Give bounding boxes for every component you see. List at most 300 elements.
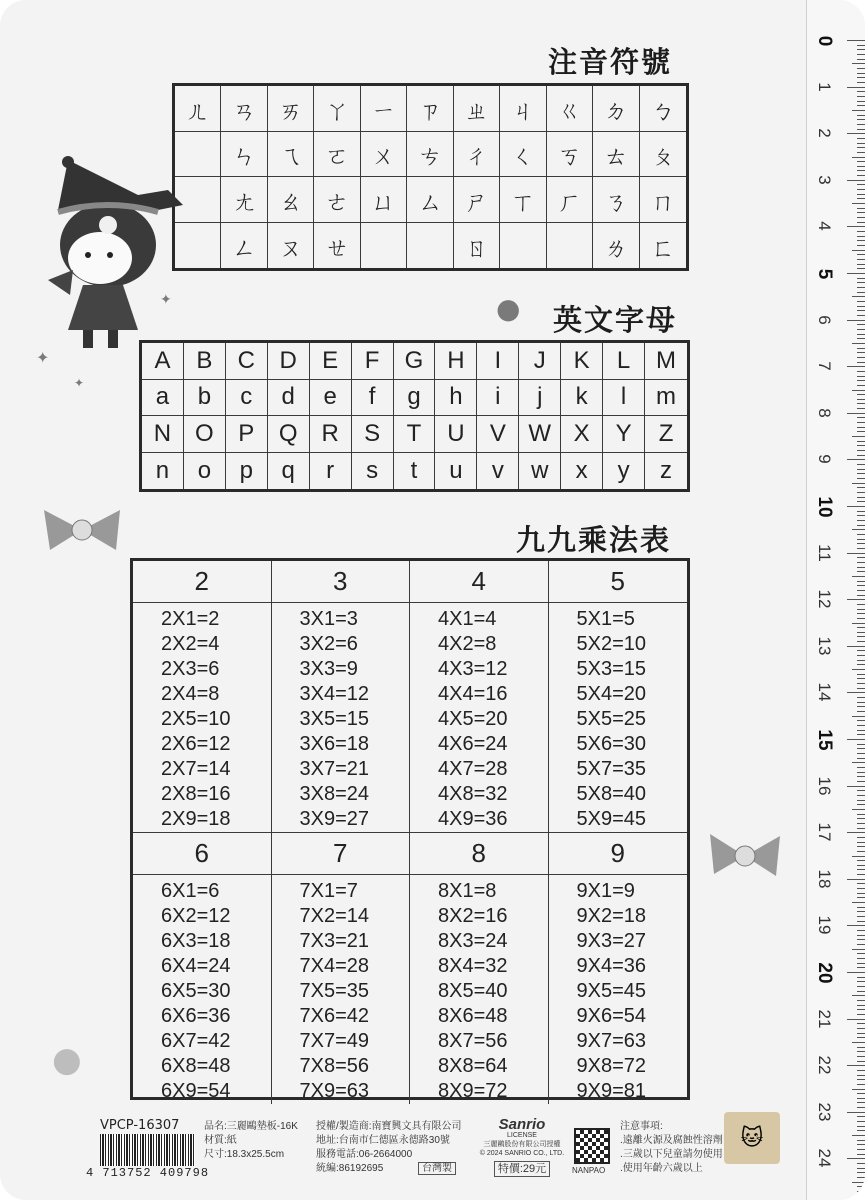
ruler-tick [857, 814, 865, 815]
ruler-tick [857, 725, 865, 726]
equation: 7X3=21 [299, 930, 370, 952]
ruler-tick [857, 674, 865, 675]
ruler-tick [857, 254, 865, 255]
ruler-tick [847, 180, 865, 181]
zhuyin-cell: ㄟ [268, 132, 314, 178]
zhuyin-cell: ㄙ [407, 177, 453, 223]
ruler-tick [857, 907, 865, 908]
sparkle-icon: ✦ [160, 292, 172, 308]
equation: 4X7=28 [438, 758, 508, 780]
letter-cell: K [561, 343, 603, 380]
ruler-tick [857, 897, 865, 898]
bow-icon [706, 826, 784, 888]
ruler-tick [857, 604, 865, 605]
ruler-tick [857, 385, 865, 386]
letter-cell: H [435, 343, 477, 380]
letter-cell: A [142, 343, 184, 380]
ruler-tick [857, 362, 865, 363]
ruler-tick [857, 734, 865, 735]
brand-line2: © 2024 SANRIO CO., LTD. [479, 1150, 565, 1157]
table-header: 7 [272, 833, 411, 875]
ruler-tick [857, 278, 865, 279]
maker-logo: NANPAO [572, 1166, 606, 1175]
ruler-tick [857, 758, 865, 759]
letter-cell: D [268, 343, 310, 380]
ruler-label: 11 [815, 543, 834, 562]
ruler-tick [857, 683, 865, 684]
ruler-tick [857, 371, 865, 372]
equation: 8X6=48 [438, 1005, 508, 1027]
phone: 服務電話:06-2664000 [316, 1149, 413, 1160]
ruler-tick [857, 1009, 865, 1010]
ruler-tick [847, 739, 865, 740]
equation: 2X2=4 [161, 633, 220, 655]
equation: 4X8=32 [438, 783, 508, 805]
multiplication-column [272, 603, 411, 833]
letter-cell: V [477, 416, 519, 453]
ruler-tick [857, 222, 865, 223]
ruler-tick [857, 641, 865, 642]
equation: 8X1=8 [438, 880, 497, 902]
ruler-tick [857, 236, 865, 237]
ruler-tick [847, 320, 865, 321]
ruler-tick [857, 744, 865, 745]
ruler-tick [857, 851, 865, 852]
ruler-tick [847, 459, 865, 460]
ruler-tick [857, 115, 865, 116]
ruler-label: 7 [815, 361, 834, 371]
equation: 9X4=36 [576, 955, 647, 977]
multiplication-column [133, 875, 272, 1104]
table-header: 9 [549, 833, 688, 875]
letter-cell: Y [603, 416, 645, 453]
equation: 3X2=6 [299, 633, 358, 655]
ruler-tick [847, 972, 865, 973]
sanrio-license: LICENSE [507, 1132, 537, 1139]
ruler-tick [852, 483, 865, 484]
ruler-tick [857, 571, 865, 572]
ruler-tick [857, 1075, 865, 1076]
letter-cell: c [226, 380, 268, 417]
ruler-tick [852, 63, 865, 64]
made-in-badge: 台灣製 [418, 1162, 456, 1175]
equation: 2X7=14 [161, 758, 231, 780]
table-header: 5 [549, 561, 688, 603]
letter-cell: y [603, 453, 645, 490]
notice-item: .遠離火源及腐蝕性溶劑 [620, 1135, 723, 1146]
price-badge: 特價:29元 [494, 1161, 550, 1177]
ruler-tick [857, 585, 865, 586]
ruler-tick [857, 767, 865, 768]
letter-cell: G [394, 343, 436, 380]
ruler-tick [857, 245, 865, 246]
equation: 6X6=36 [161, 1005, 231, 1027]
multiplication-column [549, 875, 688, 1104]
zhuyin-cell: ㄆ [640, 132, 686, 178]
ruler-tick [857, 445, 865, 446]
letter-cell: w [519, 453, 561, 490]
ruler-tick [857, 874, 865, 875]
ruler-tick [857, 376, 865, 377]
ruler-label: 10 [814, 496, 835, 518]
sanrio-logo: Sanrio [498, 1116, 546, 1133]
zhuyin-cell: ㄏ [547, 177, 593, 223]
ruler-tick [857, 865, 865, 866]
equation: 3X3=9 [299, 658, 358, 680]
ruler-label: 15 [814, 729, 835, 751]
zhuyin-cell [361, 223, 407, 269]
zhuyin-cell: ㄤ [221, 177, 267, 223]
ruler-tick [857, 986, 865, 987]
ruler-label: 5 [814, 268, 835, 280]
letter-cell: U [435, 416, 477, 453]
ruler-label: 1 [815, 81, 834, 92]
ruler-tick [857, 567, 865, 568]
ruler-tick [857, 329, 865, 330]
ruler-tick [847, 133, 865, 134]
ruler-tick [852, 157, 865, 158]
ruler-tick [857, 492, 865, 493]
ruler-tick [852, 390, 865, 391]
ruler-tick [857, 1102, 865, 1103]
ruler-tick [847, 366, 865, 367]
tax-id: 統編:86192695 [316, 1163, 384, 1174]
equation: 7X6=42 [299, 1005, 370, 1027]
ruler-tick [857, 73, 865, 74]
zhuyin-cell: ㄐ [500, 86, 546, 132]
letter-cell: a [142, 380, 184, 417]
ruler-tick [857, 772, 865, 773]
ruler-tick [857, 68, 865, 69]
sparkle-icon: ✦ [74, 376, 85, 390]
ruler-tick [857, 748, 865, 749]
zhuyin-cell: ㄧ [361, 86, 407, 132]
equation: 4X3=12 [438, 658, 508, 680]
ruler-tick [857, 935, 865, 936]
zhuyin-cell: ㄗ [407, 86, 453, 132]
letter-cell: r [310, 453, 352, 490]
zhuyin-table [172, 83, 689, 271]
ruler-tick [847, 40, 865, 41]
ruler-tick [857, 208, 865, 209]
equation: 7X2=14 [299, 905, 370, 927]
letter-cell: Z [645, 416, 687, 453]
table-header: 2 [133, 561, 272, 603]
ruler-tick [857, 478, 865, 479]
ruler-tick [857, 161, 865, 162]
ruler-tick [857, 636, 865, 637]
equation: 2X9=18 [161, 808, 231, 830]
equation: 3X4=12 [299, 683, 370, 705]
ruler-tick [857, 184, 865, 185]
letter-cell: g [394, 380, 436, 417]
ruler-tick [857, 501, 865, 502]
multiplication-column [272, 875, 411, 1104]
zhuyin-cell: ㄛ [314, 132, 360, 178]
hologram-sticker: 🐱 [724, 1112, 780, 1164]
equation: 6X7=42 [161, 1030, 231, 1052]
ruler-tick [857, 334, 865, 335]
ruler-tick [852, 762, 865, 763]
letter-cell: b [184, 380, 226, 417]
ruler-tick [852, 716, 865, 717]
zhuyin-cell: ㄓ [454, 86, 500, 132]
ruler-tick [852, 902, 865, 903]
ruler-tick [857, 893, 865, 894]
ruler-tick [857, 464, 865, 465]
ruler-tick [857, 348, 865, 349]
ruler-tick [857, 119, 865, 120]
equation: 9X3=27 [576, 930, 647, 952]
multiplication-title: 九九乘法表 [516, 523, 672, 557]
equation: 5X9=45 [576, 808, 647, 830]
character-illustration [28, 150, 188, 360]
ruler-label: 14 [815, 682, 834, 702]
ruler-tick [857, 1028, 865, 1029]
zhuyin-cell: ㄘ [407, 132, 453, 178]
ruler-label: 20 [814, 962, 835, 984]
ruler-tick [857, 497, 865, 498]
ruler-tick [857, 301, 865, 302]
notice-item: .使用年齡六歲以上 [620, 1163, 703, 1174]
zhuyin-cell: ㄝ [314, 223, 360, 269]
zhuyin-cell: ㄒ [500, 177, 546, 223]
table-header: 6 [133, 833, 272, 875]
equation: 7X7=49 [299, 1030, 370, 1052]
zhuyin-cell: ㄢ [221, 86, 267, 132]
equation: 7X4=28 [299, 955, 370, 977]
ruler-tick [857, 595, 865, 596]
ruler-tick [857, 520, 865, 521]
ruler-tick [857, 315, 865, 316]
letter-cell: x [561, 453, 603, 490]
ruler-tick [857, 702, 865, 703]
ruler-tick [857, 1098, 865, 1099]
multiplication-column [549, 603, 688, 833]
letter-cell: m [645, 380, 687, 417]
ruler-tick [857, 198, 865, 199]
brand-line1: 三麗鷗股份有限公司授權 [483, 1141, 561, 1148]
alphabet-table [139, 340, 690, 492]
equation: 9X2=18 [576, 905, 647, 927]
ruler-label: 24 [815, 1148, 834, 1168]
ruler-tick [847, 413, 865, 414]
multiplication-table [130, 558, 690, 1100]
equation: 5X5=25 [576, 708, 647, 730]
ruler-tick [857, 632, 865, 633]
ruler-tick [857, 548, 865, 549]
equation: 4X5=20 [438, 708, 508, 730]
ruler-tick [857, 800, 865, 801]
ruler-tick [857, 469, 865, 470]
equation: 6X3=18 [161, 930, 231, 952]
letter-cell: P [226, 416, 268, 453]
ruler-tick [857, 1037, 865, 1038]
ruler-tick [857, 306, 865, 307]
ruler-tick [857, 967, 865, 968]
ruler-tick [852, 529, 865, 530]
letter-cell: n [142, 453, 184, 490]
ruler-tick [857, 939, 865, 940]
equation: 3X9=27 [299, 808, 370, 830]
equation: 8X3=24 [438, 930, 508, 952]
multiplication-column [133, 603, 272, 833]
equation: 9X8=72 [576, 1055, 647, 1077]
ruler-tick [852, 856, 865, 857]
zhuyin-cell: ㄥ [221, 223, 267, 269]
ruler-label: 22 [815, 1055, 834, 1075]
ruler-tick [857, 776, 865, 777]
equation: 8X4=32 [438, 955, 508, 977]
ruler-tick [857, 357, 865, 358]
model-number: VPCP-16307 [100, 1118, 180, 1133]
equation: 7X5=35 [299, 980, 370, 1002]
equation: 8X7=56 [438, 1030, 508, 1052]
letter-cell: C [226, 343, 268, 380]
ruler-tick [857, 991, 865, 992]
ruler-tick [857, 240, 865, 241]
ruler-tick [857, 1014, 865, 1015]
ruler-tick [857, 431, 865, 432]
equation: 6X5=30 [161, 980, 231, 1002]
ruler-tick [852, 995, 865, 996]
letter-cell: v [477, 453, 519, 490]
ruler-tick [857, 688, 865, 689]
ruler-tick [857, 977, 865, 978]
ruler-tick [857, 455, 865, 456]
material: 材質:紙 [204, 1135, 237, 1146]
ruler-label: 9 [815, 454, 834, 465]
ruler-tick [847, 925, 865, 926]
letter-cell: S [352, 416, 394, 453]
ruler-tick [847, 553, 865, 554]
ruler-tick [857, 781, 865, 782]
ruler-tick [852, 949, 865, 950]
zhuyin-cell [500, 223, 546, 269]
skull-icon: ● [496, 292, 521, 325]
equation: 2X4=8 [161, 683, 220, 705]
ruler-tick [857, 487, 865, 488]
equation: 5X2=10 [576, 633, 647, 655]
ruler-tick [857, 310, 865, 311]
ruler-tick [857, 730, 865, 731]
table-header: 4 [410, 561, 549, 603]
ruler-tick [852, 110, 865, 111]
ruler-tick [857, 818, 865, 819]
table-header: 8 [410, 833, 549, 875]
equation: 9X9=81 [576, 1080, 647, 1102]
ruler-tick [857, 1023, 865, 1024]
ruler-tick [847, 1019, 865, 1020]
ruler-tick [857, 91, 865, 92]
ruler-label: 19 [815, 915, 834, 935]
letter-cell: L [603, 343, 645, 380]
equation: 3X6=18 [299, 733, 370, 755]
equation: 5X8=40 [576, 783, 647, 805]
ruler-label: 17 [815, 822, 834, 842]
zhuyin-cell: ㄨ [361, 132, 407, 178]
letter-cell: o [184, 453, 226, 490]
ruler-tick [857, 82, 865, 83]
ruler-tick [857, 823, 865, 824]
notice-item: .三歲以下兒童請勿使用 [620, 1149, 723, 1160]
ruler-tick [857, 860, 865, 861]
ruler-tick [857, 1033, 865, 1034]
equation: 3X5=15 [299, 708, 370, 730]
ruler-tick [857, 264, 865, 265]
equation: 7X1=7 [299, 880, 358, 902]
ruler-tick [857, 706, 865, 707]
ruler-tick [857, 655, 865, 656]
ruler-tick [852, 343, 865, 344]
zhuyin-cell: ㄊ [593, 132, 639, 178]
equation: 8X2=16 [438, 905, 508, 927]
equation: 6X8=48 [161, 1055, 231, 1077]
ruler-tick [857, 1000, 865, 1001]
zhuyin-cell: ㄇ [640, 177, 686, 223]
ruler-tick [857, 627, 865, 628]
ruler-label: 2 [815, 128, 834, 138]
ruler-tick [847, 87, 865, 88]
zhuyin-cell: ㄩ [361, 177, 407, 223]
ruler-label: 6 [815, 314, 834, 325]
ruler-tick [857, 581, 865, 582]
address: 地址:台南市仁德區永德路30號 [316, 1135, 450, 1146]
equation: 6X1=6 [161, 880, 220, 902]
ruler-label: 13 [815, 636, 834, 656]
equation: 4X9=36 [438, 808, 508, 830]
ruler-tick [857, 324, 865, 325]
ruler-tick [857, 408, 865, 409]
equation: 5X4=20 [576, 683, 647, 705]
letter-cell: i [477, 380, 519, 417]
ruler-tick [857, 101, 865, 102]
ruler-tick [857, 166, 865, 167]
size: 尺寸:18.3x25.5cm [204, 1149, 285, 1160]
zhuyin-cell: ㄔ [454, 132, 500, 178]
ruler-tick [852, 250, 865, 251]
ruler-tick [857, 77, 865, 78]
ruler-tick [857, 105, 865, 106]
zhuyin-cell: ㄑ [500, 132, 546, 178]
letter-cell: B [184, 343, 226, 380]
equation: 3X7=21 [299, 758, 370, 780]
equation: 7X9=63 [299, 1080, 370, 1102]
letter-cell: T [394, 416, 436, 453]
letter-cell: J [519, 343, 561, 380]
product-name: 品名:三麗鷗墊板-16K [204, 1121, 298, 1132]
ruler-tick [857, 515, 865, 516]
ruler-tick [857, 543, 865, 544]
ruler-tick [857, 124, 865, 125]
ruler-tick [857, 711, 865, 712]
zhuyin-cell: ㄈ [650, 233, 675, 262]
ruler-tick [857, 212, 865, 213]
ruler-tick [857, 921, 865, 922]
equation: 9X7=63 [576, 1030, 647, 1052]
ruler-tick [857, 282, 865, 283]
ruler-tick [857, 650, 865, 651]
ruler-tick [857, 96, 865, 97]
ruler-tick [857, 930, 865, 931]
ruler-tick [857, 1070, 865, 1071]
ruler-label: 4 [815, 221, 834, 232]
ruler-tick [857, 678, 865, 679]
ruler-tick [847, 879, 865, 880]
zhuyin-cell: ㄡ [268, 223, 314, 269]
equation: 7X8=56 [299, 1055, 370, 1077]
equation: 4X6=24 [438, 733, 508, 755]
